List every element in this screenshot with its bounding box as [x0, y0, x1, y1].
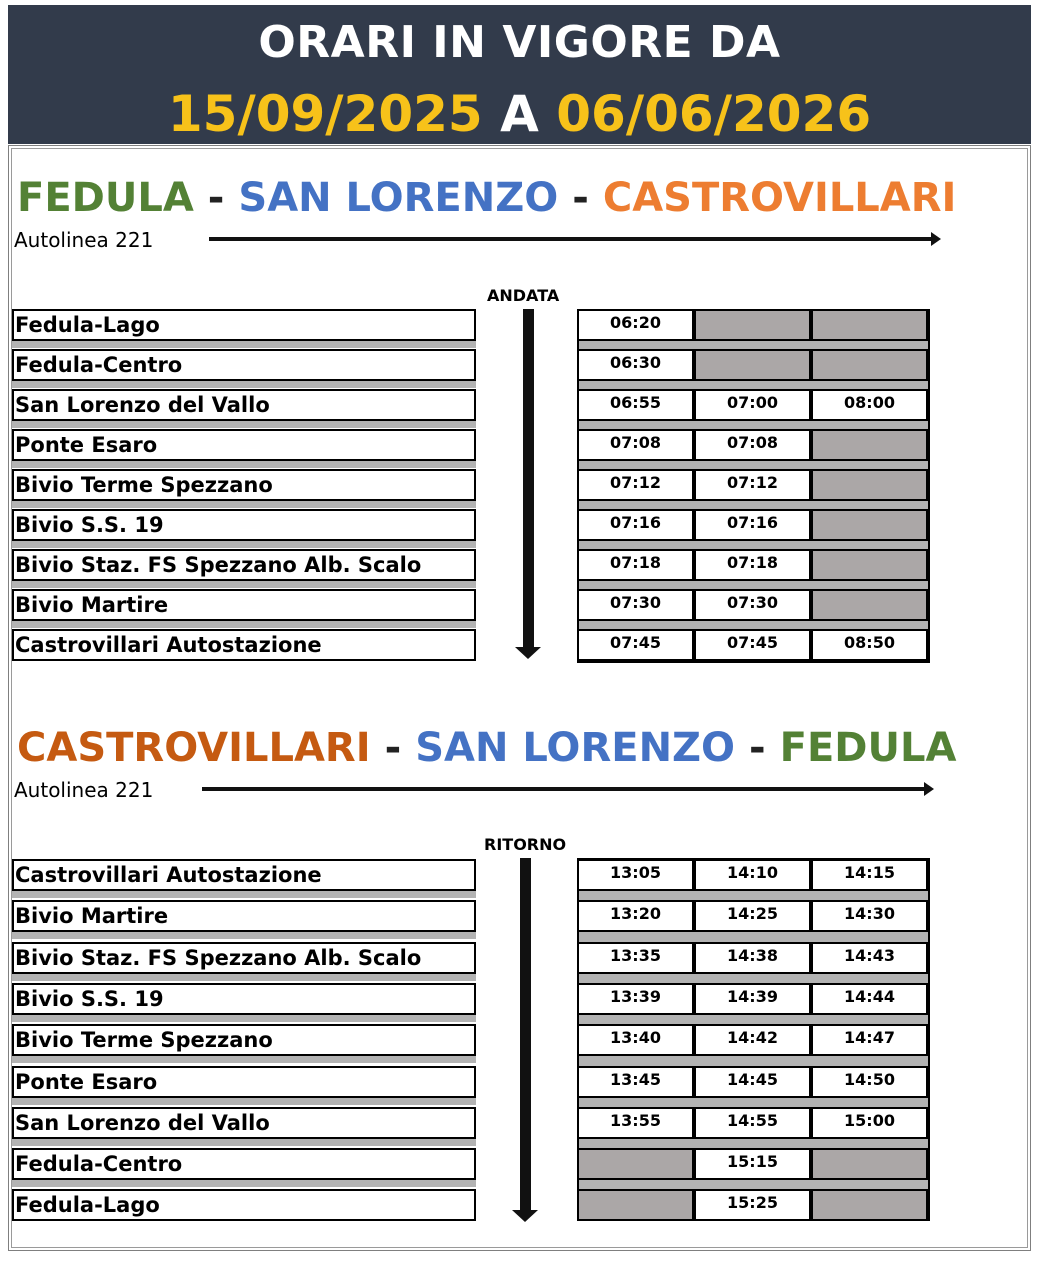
departure-time: 14:43 — [811, 942, 928, 974]
departure-time: 14:44 — [811, 983, 928, 1015]
row-separator — [12, 621, 476, 628]
row-separator — [12, 381, 476, 388]
row-separator — [12, 581, 476, 588]
row-separator — [12, 461, 476, 468]
no-service-cell — [811, 469, 928, 501]
route-separator: - — [749, 725, 766, 771]
departure-time: 07:30 — [694, 589, 811, 621]
departure-time: 07:45 — [694, 629, 811, 661]
no-service-cell — [694, 349, 811, 381]
departure-time: 06:55 — [577, 389, 694, 421]
route-separator: - — [207, 175, 225, 221]
departure-time: 14:45 — [694, 1066, 811, 1098]
row-separator — [12, 1180, 476, 1187]
row-separator — [12, 501, 476, 508]
departure-time: 07:16 — [577, 509, 694, 541]
row-separator — [12, 974, 476, 981]
right-arrow-icon — [202, 787, 926, 791]
no-service-cell — [811, 309, 928, 341]
departure-time: 13:39 — [577, 983, 694, 1015]
departure-time: 14:55 — [694, 1107, 811, 1139]
stop-name: Bivio S.S. 19 — [12, 983, 476, 1015]
down-arrow-icon — [520, 858, 531, 1212]
outbound-direction-label: ANDATA — [487, 286, 560, 305]
departure-time: 14:15 — [811, 859, 928, 891]
header-dates — [8, 85, 1031, 143]
no-service-cell — [577, 1189, 694, 1221]
departure-time: 07:12 — [694, 469, 811, 501]
stop-name: Ponte Esaro — [12, 429, 476, 461]
departure-time: 14:25 — [694, 900, 811, 932]
route-via: SAN LORENZO — [238, 175, 559, 221]
stop-name: Fedula-Lago — [12, 1189, 476, 1221]
departure-time: 13:35 — [577, 942, 694, 974]
departure-time: 08:00 — [811, 389, 928, 421]
departure-time: 08:50 — [811, 629, 928, 661]
departure-time: 07:08 — [694, 429, 811, 461]
stop-name: Bivio Terme Spezzano — [12, 1024, 476, 1056]
return-route-title — [17, 725, 956, 771]
departure-time: 13:55 — [577, 1107, 694, 1139]
date-from: 15/09/2025 — [167, 85, 483, 143]
no-service-cell — [811, 549, 928, 581]
departure-time: 07:45 — [577, 629, 694, 661]
row-separator — [12, 891, 476, 898]
stop-name: Bivio Martire — [12, 900, 476, 932]
stop-name: Fedula-Centro — [12, 1148, 476, 1180]
no-service-cell — [577, 1148, 694, 1180]
no-service-cell — [811, 1148, 928, 1180]
route-origin: FEDULA — [17, 175, 194, 221]
return-times-table — [577, 858, 930, 1221]
stop-name: Bivio S.S. 19 — [12, 509, 476, 541]
stop-name: Ponte Esaro — [12, 1066, 476, 1098]
route-separator: - — [384, 725, 402, 771]
return-direction-label: RITORNO — [484, 835, 567, 854]
departure-time: 15:25 — [694, 1189, 811, 1221]
validity-header — [8, 5, 1031, 144]
route-via: SAN LORENZO — [415, 725, 736, 771]
date-to: 06/06/2026 — [556, 85, 872, 143]
date-connector: A — [500, 85, 539, 143]
row-separator — [12, 1056, 476, 1063]
departure-time: 13:45 — [577, 1066, 694, 1098]
row-separator — [12, 1098, 476, 1105]
departure-time: 06:30 — [577, 349, 694, 381]
row-separator — [12, 541, 476, 548]
departure-time: 14:38 — [694, 942, 811, 974]
departure-time: 14:42 — [694, 1024, 811, 1056]
no-service-cell — [694, 309, 811, 341]
departure-time: 13:20 — [577, 900, 694, 932]
return-line-label: Autolinea 221 — [14, 778, 154, 802]
departure-time: 13:05 — [577, 859, 694, 891]
departure-time: 15:15 — [694, 1148, 811, 1180]
departure-time: 07:00 — [694, 389, 811, 421]
departure-time: 06:20 — [577, 309, 694, 341]
header-title: ORARI IN VIGORE DA — [258, 17, 781, 68]
no-service-cell — [811, 349, 928, 381]
route-origin: CASTROVILLARI — [17, 725, 371, 771]
row-separator — [12, 421, 476, 428]
departure-time: 07:30 — [577, 589, 694, 621]
stop-name: Castrovillari Autostazione — [12, 629, 476, 661]
no-service-cell — [811, 589, 928, 621]
stop-name: Bivio Terme Spezzano — [12, 469, 476, 501]
departure-time: 13:40 — [577, 1024, 694, 1056]
outbound-times-table — [577, 309, 930, 663]
row-separator — [12, 1139, 476, 1146]
row-separator — [12, 1015, 476, 1022]
departure-time: 14:30 — [811, 900, 928, 932]
stop-name: Bivio Staz. FS Spezzano Alb. Scalo — [12, 549, 476, 581]
stop-name: Bivio Martire — [12, 589, 476, 621]
departure-time: 07:12 — [577, 469, 694, 501]
row-separator — [12, 341, 476, 348]
right-arrow-icon — [209, 237, 933, 241]
departure-time: 14:50 — [811, 1066, 928, 1098]
no-service-cell — [811, 509, 928, 541]
departure-time: 07:18 — [694, 549, 811, 581]
route-separator: - — [572, 175, 589, 221]
row-separator — [12, 932, 476, 939]
departure-time: 15:00 — [811, 1107, 928, 1139]
departure-time: 14:47 — [811, 1024, 928, 1056]
route-destination: CASTROVILLARI — [602, 175, 957, 221]
departure-time: 14:10 — [694, 859, 811, 891]
stop-name: Fedula-Centro — [12, 349, 476, 381]
stop-name: Fedula-Lago — [12, 309, 476, 341]
departure-time: 07:16 — [694, 509, 811, 541]
stop-name: San Lorenzo del Vallo — [12, 1107, 476, 1139]
no-service-cell — [811, 429, 928, 461]
stop-name: San Lorenzo del Vallo — [12, 389, 476, 421]
route-destination: FEDULA — [779, 725, 957, 771]
no-service-cell — [811, 1189, 928, 1221]
departure-time: 07:18 — [577, 549, 694, 581]
outbound-line-label: Autolinea 221 — [14, 228, 154, 252]
stop-name: Bivio Staz. FS Spezzano Alb. Scalo — [12, 942, 476, 974]
departure-time: 14:39 — [694, 983, 811, 1015]
down-arrow-icon — [523, 309, 534, 649]
stop-name: Castrovillari Autostazione — [12, 859, 476, 891]
departure-time: 07:08 — [577, 429, 694, 461]
outbound-route-title — [17, 175, 956, 221]
